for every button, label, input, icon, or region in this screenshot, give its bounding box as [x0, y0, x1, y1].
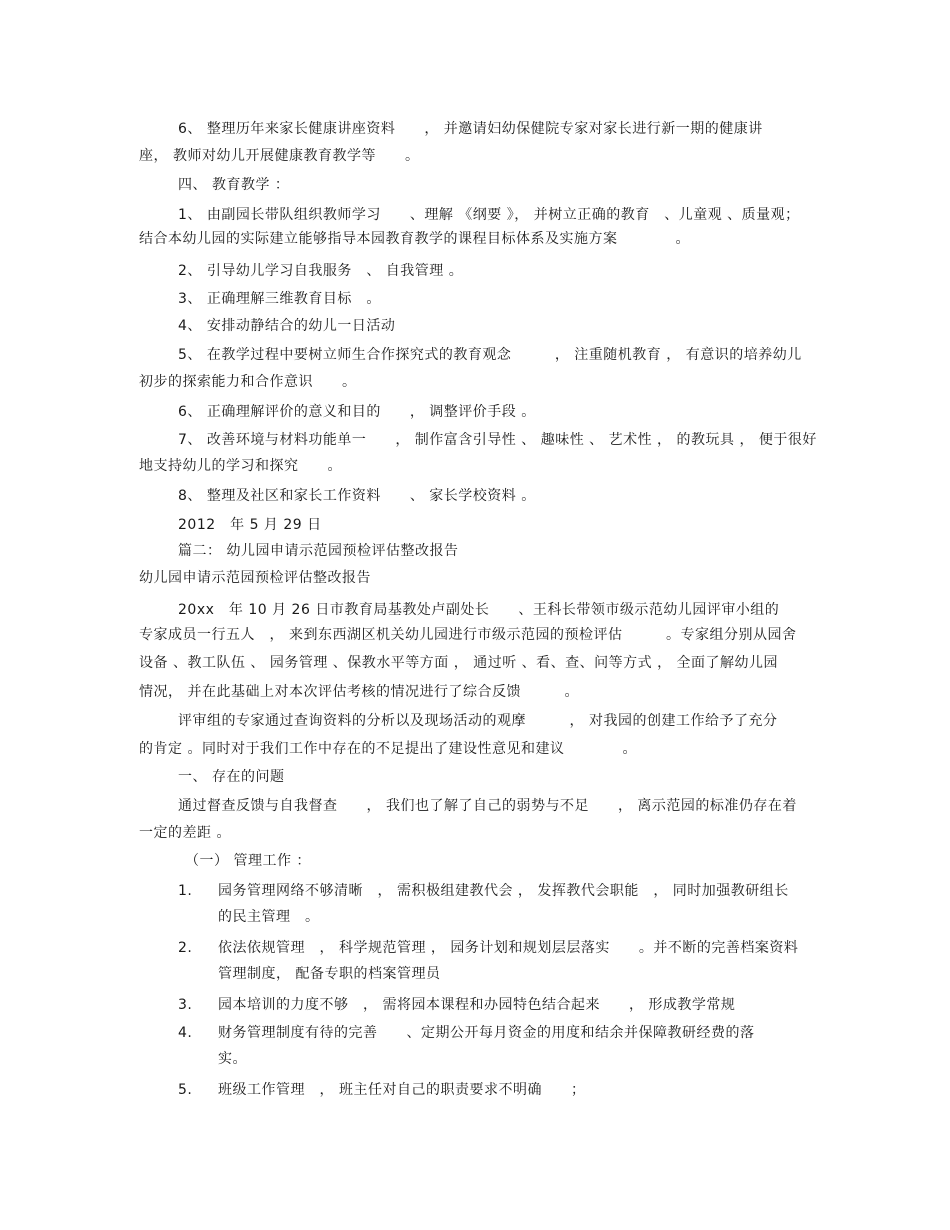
list-item-line: 7、 改善环境与材料功能单一 ， 制作富含引导性 、 趣味性 、 艺术性 ， 的教玩具 ， 便于很好: [178, 432, 817, 448]
paragraph-line: 专家成员一行五人 ， 来到东西湖区机关幼儿园进行市级示范园的预检评估 。专家组分别从园舍: [139, 627, 797, 643]
list-item-line: 初步的探索能力和合作意识 。: [139, 374, 357, 390]
list-item-line: 的民主管理 。: [218, 909, 320, 925]
list-item-line: 管理制度， 配备专职的档案管理员: [218, 966, 441, 982]
section-heading: 一、 存在的问题: [178, 769, 285, 785]
report-title: 幼儿园申请示范园预检评估整改报告: [139, 570, 371, 586]
list-item-line: 5、 在教学过程中要树立师生合作探究式的教育观念 ， 注重随机教育 ， 有意识的培养幼儿: [178, 347, 802, 363]
list-item-line: 结合本幼儿园的实际建立能够指导本园教育教学的课程目标体系及实施方案 。: [139, 231, 690, 247]
paragraph-line: 评审组的专家通过查询资料的分析以及现场活动的观摩 ， 对我园的创建工作给予了充分: [178, 713, 778, 729]
list-number: 4.: [178, 1025, 193, 1041]
list-item-line: 园本培训的力度不够 ， 需将园本课程和办园特色结合起来 ， 形成教学常规: [218, 997, 736, 1013]
paragraph-line: 一定的差距 。: [139, 825, 231, 841]
list-item-line: 班级工作管理 ， 班主任对自己的职责要求不明确 ；: [218, 1082, 586, 1098]
paragraph-line: 20xx 年 10 月 26 日市教育局基教处卢副处长 、王科长带领市级示范幼儿园评审小组的: [178, 602, 780, 618]
list-number: 5.: [178, 1082, 193, 1098]
list-item: 2、 引导幼儿学习自我服务 、 自我管理 。: [178, 263, 464, 279]
paragraph-line: 情况， 并在此基础上对本次评估考核的情况进行了综合反馈 。: [139, 684, 579, 700]
list-item-line: 实。: [218, 1051, 247, 1067]
list-item: 3、 正确理解三维教育目标 。: [178, 291, 381, 307]
list-item-line: 依法依规管理 ， 科学规范管理 ， 园务计划和规划层层落实 。并不断的完善档案资料: [218, 940, 799, 956]
list-item-line: 地支持幼儿的学习和探究 。: [139, 458, 342, 474]
part-label: 篇二： 幼儿园申请示范园预检评估整改报告: [178, 543, 459, 559]
paragraph-line: 座， 教师对幼儿开展健康教育教学等 。: [139, 148, 420, 164]
list-item-line: 财务管理制度有待的完善 、定期公开每月资金的用度和结余并保障教研经费的落: [218, 1025, 755, 1041]
paragraph-line: 通过督查反馈与自我督查 ， 我们也了解了自己的弱势与不足 ， 离示范园的标准仍存在着: [178, 798, 797, 814]
list-number: 1.: [178, 883, 193, 899]
list-item: 4、 安排动静结合的幼儿一日活动: [178, 318, 396, 334]
list-item: 8、 整理及社区和家长工作资料 、 家长学校资料 。: [178, 488, 536, 504]
paragraph-line: 设备 、教工队伍 、 园务管理 、保教水平等方面 ， 通过听 、看、查、问等方式 ， 全面了解幼儿园: [139, 655, 779, 671]
list-number: 2.: [178, 940, 193, 956]
paragraph-line: 的肯定 。同时对于我们工作中存在的不足提出了建设性意见和建议 。: [139, 741, 637, 757]
subsection-heading: （一） 管理工作 ：: [185, 853, 311, 869]
list-item: 6、 正确理解评价的意义和目的 ， 调整评价手段 。: [178, 404, 536, 420]
paragraph-line: 6、 整理历年来家长健康讲座资料 ， 并邀请妇幼保健院专家对家长进行新一期的健康讲: [178, 121, 763, 137]
section-heading: 四、 教育教学 ：: [178, 177, 290, 193]
list-item-line: 1、 由副园长带队组织教师学习 、理解 《纲要 》， 并树立正确的教育 、儿童观 、质量观；: [178, 207, 800, 223]
date-line: 2012 年 5 月 29 日: [178, 517, 322, 533]
list-number: 3.: [178, 997, 193, 1013]
list-item-line: 园务管理网络不够清晰 ， 需积极组建教代会 ， 发挥教代会职能 ， 同时加强教研组长: [218, 883, 789, 899]
